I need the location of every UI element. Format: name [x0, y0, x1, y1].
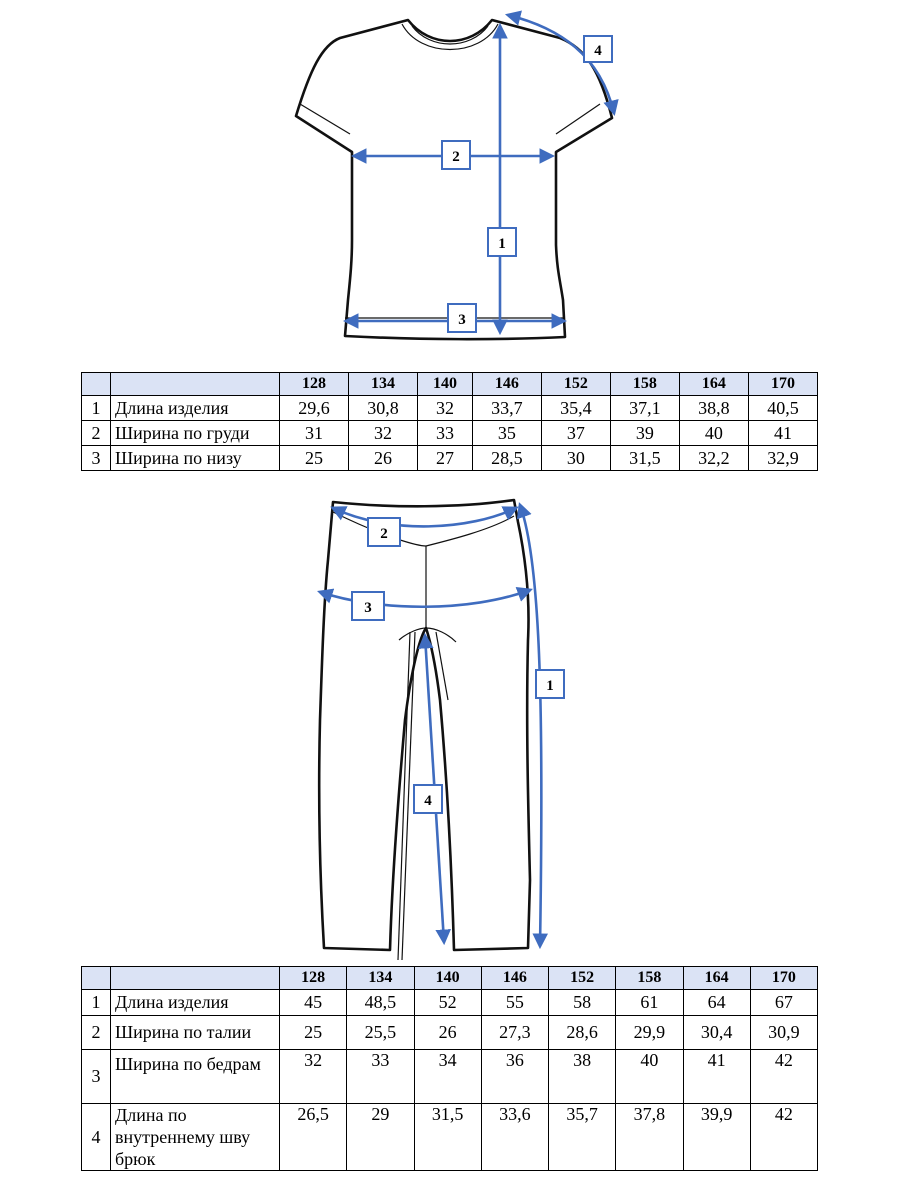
row-label: Ширина по низу — [111, 446, 280, 471]
tshirt-marker-4 — [584, 36, 612, 62]
svg-text:2: 2 — [452, 149, 460, 165]
cell-value: 40 — [679, 421, 748, 446]
tshirt-marker-1 — [488, 228, 516, 256]
svg-text:3: 3 — [458, 312, 466, 328]
tshirt-size-table — [81, 372, 818, 471]
svg-text:2: 2 — [380, 526, 388, 542]
cell-value: 31,5 — [610, 446, 679, 471]
pants-marker-2 — [368, 518, 400, 546]
size-header: 164 — [679, 373, 748, 396]
row-index: 1 — [82, 396, 111, 421]
header-label — [111, 373, 280, 396]
tshirt-marker-2 — [442, 141, 470, 169]
size-header: 134 — [349, 373, 418, 396]
row-label: Длина изделия — [111, 990, 280, 1016]
cell-value: 29,9 — [616, 1016, 683, 1050]
cell-value: 28,5 — [472, 446, 541, 471]
cell-value: 26,5 — [280, 1104, 347, 1171]
size-header: 134 — [347, 967, 414, 990]
table-row — [82, 446, 818, 471]
cell-value: 36 — [481, 1050, 548, 1104]
row-index: 1 — [82, 990, 111, 1016]
table-header-row — [82, 373, 818, 396]
cell-value: 27,3 — [481, 1016, 548, 1050]
table-header-row — [82, 967, 818, 990]
cell-value: 29,6 — [280, 396, 349, 421]
cell-value: 32,2 — [679, 446, 748, 471]
row-label: Ширина по груди — [111, 421, 280, 446]
cell-value: 41 — [683, 1050, 750, 1104]
pants-outline — [319, 500, 530, 960]
row-index: 4 — [82, 1104, 111, 1171]
cell-value: 31,5 — [414, 1104, 481, 1171]
cell-value: 61 — [616, 990, 683, 1016]
cell-value: 30,4 — [683, 1016, 750, 1050]
cell-value: 55 — [481, 990, 548, 1016]
cell-value: 32,9 — [748, 446, 817, 471]
table-row — [82, 1104, 818, 1171]
cell-value: 26 — [414, 1016, 481, 1050]
header-index — [82, 967, 111, 990]
cell-value: 37,1 — [610, 396, 679, 421]
cell-value: 33 — [347, 1050, 414, 1104]
table-row — [82, 421, 818, 446]
cell-value: 39 — [610, 421, 679, 446]
pants-diagram — [0, 490, 900, 960]
size-header: 170 — [748, 373, 817, 396]
cell-value: 33,7 — [472, 396, 541, 421]
cell-value: 25 — [280, 446, 349, 471]
row-label: Длина по внутреннему шву брюк — [111, 1104, 280, 1171]
pants-measure-waist — [333, 508, 516, 526]
size-header: 170 — [750, 967, 817, 990]
cell-value: 58 — [549, 990, 616, 1016]
cell-value: 27 — [418, 446, 473, 471]
header-index — [82, 373, 111, 396]
size-header: 164 — [683, 967, 750, 990]
cell-value: 33,6 — [481, 1104, 548, 1171]
cell-value: 30 — [541, 446, 610, 471]
cell-value: 25,5 — [347, 1016, 414, 1050]
tshirt-diagram — [0, 0, 900, 360]
svg-text:4: 4 — [424, 793, 432, 809]
pants-size-table — [81, 966, 818, 1171]
size-header: 140 — [418, 373, 473, 396]
cell-value: 32 — [349, 421, 418, 446]
cell-value: 37,8 — [616, 1104, 683, 1171]
size-header: 128 — [280, 373, 349, 396]
table-row — [82, 1050, 818, 1104]
row-label: Длина изделия — [111, 396, 280, 421]
size-header: 152 — [549, 967, 616, 990]
cell-value: 31 — [280, 421, 349, 446]
cell-value: 41 — [748, 421, 817, 446]
cell-value: 52 — [414, 990, 481, 1016]
pants-marker-3 — [352, 592, 384, 620]
cell-value: 40,5 — [748, 396, 817, 421]
pants-marker-4 — [414, 785, 442, 813]
size-header: 146 — [481, 967, 548, 990]
row-index: 2 — [82, 1016, 111, 1050]
cell-value: 34 — [414, 1050, 481, 1104]
cell-value: 30,9 — [750, 1016, 817, 1050]
cell-value: 28,6 — [549, 1016, 616, 1050]
svg-text:1: 1 — [546, 678, 554, 694]
row-index: 3 — [82, 446, 111, 471]
row-index: 3 — [82, 1050, 111, 1104]
cell-value: 67 — [750, 990, 817, 1016]
table-row — [82, 396, 818, 421]
row-index: 2 — [82, 421, 111, 446]
cell-value: 42 — [750, 1104, 817, 1171]
cell-value: 39,9 — [683, 1104, 750, 1171]
cell-value: 33 — [418, 421, 473, 446]
svg-text:4: 4 — [594, 43, 602, 59]
cell-value: 35,7 — [549, 1104, 616, 1171]
header-label — [111, 967, 280, 990]
row-label: Ширина по талии — [111, 1016, 280, 1050]
cell-value: 32 — [280, 1050, 347, 1104]
cell-value: 48,5 — [347, 990, 414, 1016]
cell-value: 38,8 — [679, 396, 748, 421]
cell-value: 42 — [750, 1050, 817, 1104]
svg-text:1: 1 — [498, 236, 506, 252]
svg-text:3: 3 — [364, 600, 372, 616]
cell-value: 37 — [541, 421, 610, 446]
cell-value: 38 — [549, 1050, 616, 1104]
size-header: 158 — [616, 967, 683, 990]
cell-value: 30,8 — [349, 396, 418, 421]
cell-value: 35,4 — [541, 396, 610, 421]
size-header: 128 — [280, 967, 347, 990]
cell-value: 64 — [683, 990, 750, 1016]
cell-value: 26 — [349, 446, 418, 471]
cell-value: 40 — [616, 1050, 683, 1104]
tshirt-outline — [296, 20, 612, 339]
size-header: 158 — [610, 373, 679, 396]
cell-value: 25 — [280, 1016, 347, 1050]
table-row — [82, 1016, 818, 1050]
size-header: 146 — [472, 373, 541, 396]
cell-value: 35 — [472, 421, 541, 446]
pants-marker-1 — [536, 670, 564, 698]
cell-value: 45 — [280, 990, 347, 1016]
cell-value: 29 — [347, 1104, 414, 1171]
tshirt-marker-3 — [448, 304, 476, 332]
size-header: 152 — [541, 373, 610, 396]
table-row — [82, 990, 818, 1016]
cell-value: 32 — [418, 396, 473, 421]
row-label: Ширина по бедрам — [111, 1050, 280, 1104]
size-header: 140 — [414, 967, 481, 990]
